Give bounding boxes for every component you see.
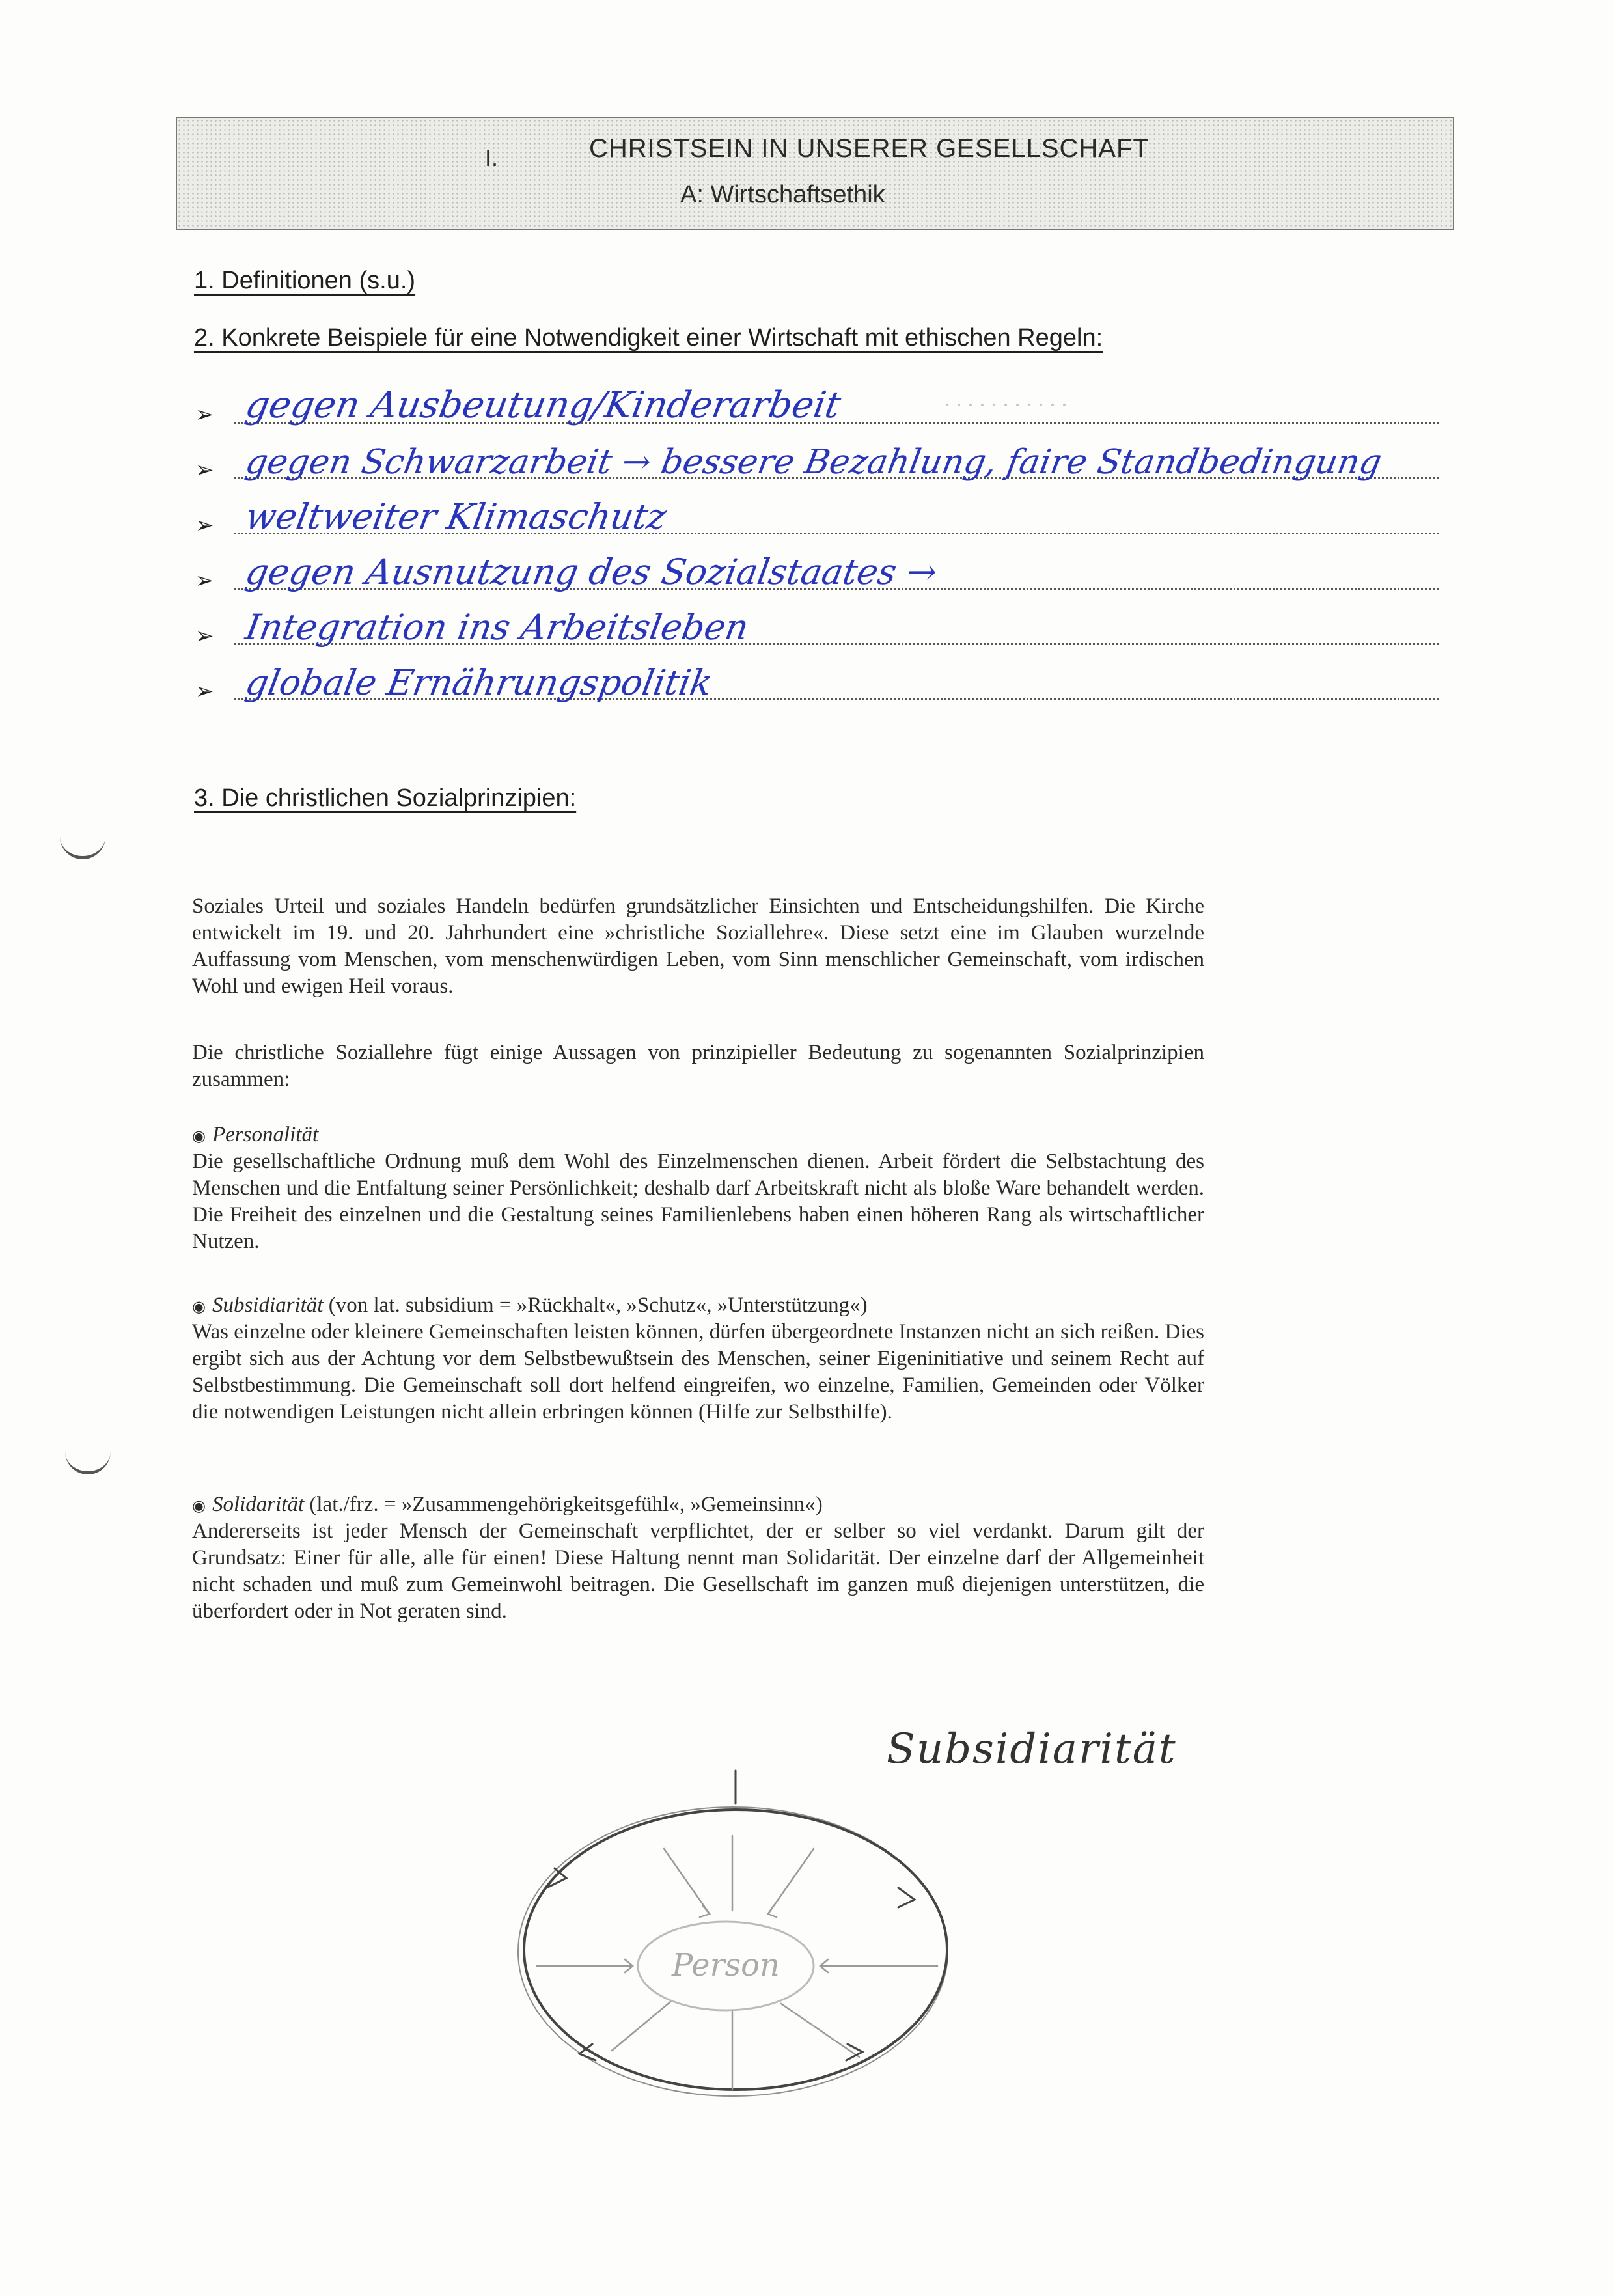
section-heading-principles: 3. Die christlichen Sozialprinzipien: [194, 784, 577, 812]
handwritten-example: globale Ernährungspolitik [242, 662, 716, 703]
diagram-label: Subsidiarität [887, 1725, 1177, 1773]
handwritten-example: gegen Schwarzarbeit → bessere Bezahlung, faire Standbedingung [242, 443, 1385, 482]
arrow-bullet-icon: ➢ [195, 568, 214, 594]
arrow-bullet-icon: ➢ [195, 512, 214, 538]
circle-bullet-icon: ◉ [192, 1127, 206, 1145]
principle-gloss: (lat./frz. = »Zusammengehörigkeitsgefühl«, »Gemeinsinn«) [304, 1493, 823, 1516]
page-title: CHRISTSEIN IN UNSERER GESELLSCHAFT [589, 134, 1150, 163]
chapter-number: I. [485, 145, 499, 171]
example-line [195, 384, 1439, 433]
intro-paragraph-2: Die christliche Soziallehre fügt einige Aussagen von prinzipieller Bedeutung zu sogenannten Sozialprinzipien zusammen: [192, 1041, 1204, 1091]
handwritten-example: weltweiter Klimaschutz [242, 496, 670, 537]
example-line [195, 553, 1439, 599]
page-subtitle: A: Wirtschaftsethik [680, 181, 885, 208]
handwritten-example: gegen Ausnutzung des Sozialstaates → [242, 551, 941, 592]
arrow-bullet-icon: ➢ [195, 623, 214, 649]
circle-bullet-icon: ◉ [192, 1297, 206, 1316]
handwritten-example: gegen Ausbeutung/Kinderarbeit [242, 384, 844, 426]
principle-title: Personalität [212, 1123, 319, 1146]
section-heading-definitions: 1. Definitionen (s.u.) [194, 267, 416, 294]
punch-hole [65, 1452, 111, 1474]
principle-gloss: (von lat. subsidium = »Rückhalt«, »Schutz«, »Unterstützung«) [323, 1293, 868, 1317]
handwritten-example: Integration ins Arbeitsleben [242, 607, 752, 648]
section-heading-examples: 2. Konkrete Beispiele für eine Notwendigkeit einer Wirtschaft mit ethischen Regeln: [194, 324, 1103, 352]
principle-title: Subsidiarität [212, 1293, 324, 1317]
principle-title: Solidarität [212, 1493, 305, 1516]
intro-paragraph: Soziales Urteil und soziales Handeln bedürfen grundsätzlicher Einsichten und Entscheidungshilfen. Die Kirche entwickelt im 19. und 20. Jahrhundert eine »christliche Soziallehre«. Diese setzt eine im Glauben wurzelnde Auffassung vom Menschen, vom menschenwürdigen Leben, vom Sinn menschlicher Gemeinschaft, vom irdischen Wohl und ewigen Heil voraus. [192, 894, 1204, 998]
punch-hole [60, 837, 105, 859]
diagram-center-label: Person [672, 1947, 780, 1984]
example-line [195, 664, 1439, 710]
principle-personalitaet [192, 1122, 1204, 1150]
example-line [195, 443, 1439, 488]
principle-text: Was einzelne oder kleinere Gemeinschaften leisten können, dürfen übergeordnete Instanzen nicht an sich reißen. Dies ergibt sich aus der Achtung vor dem Selbstbewußtsein des Menschen, seiner Eigeninitiative und seinem Recht auf Selbstbestimmung. Die Gemeinschaft soll dort helfend eingreifen, wo einzelne, Familien, Gemeinden oder Völker die notwendigen Leistungen nicht allein erbringen können (Hilfe zur Selbsthilfe). [192, 1320, 1204, 1424]
arrow-bullet-icon: ➢ [195, 457, 214, 483]
principle-text: Andererseits ist jeder Mensch der Gemeinschaft verpflichtet, der er selber so viel verdankt. Darum gilt der Grundsatz: Einer für alle, alle für einen! Diese Haltung nennt man Solidarität. Der einzelne darf der Allgemeinheit nicht schaden und muß zum Gemeinwohl beitragen. Die Gesellschaft im ganzen muß diejenigen unterstützen, die überfordert oder in Not geraten sind. [192, 1519, 1204, 1623]
ghost-text: · · · · · · · · · · · [944, 392, 1067, 418]
principle-text: Die gesellschaftliche Ordnung muß dem Wohl des Einzelmenschen dienen. Arbeit fördert die Selbstachtung des Menschen und die Entfaltung seiner Persönlichkeit; deshalb darf Arbeitskraft nicht als bloße Ware behandelt werden. Die Freiheit des einzelnen und die Gestaltung seines Familienlebens haben einen höheren Rang als wirtschaftlicher Nutzen. [192, 1150, 1204, 1253]
circle-bullet-icon: ◉ [192, 1497, 206, 1515]
arrow-bullet-icon: ➢ [195, 402, 214, 428]
arrow-bullet-icon: ➢ [195, 678, 214, 704]
example-line [195, 498, 1439, 544]
example-line [195, 609, 1439, 654]
principle-solidaritaet [192, 1491, 1204, 1519]
principle-subsidiaritaet [192, 1292, 1204, 1320]
